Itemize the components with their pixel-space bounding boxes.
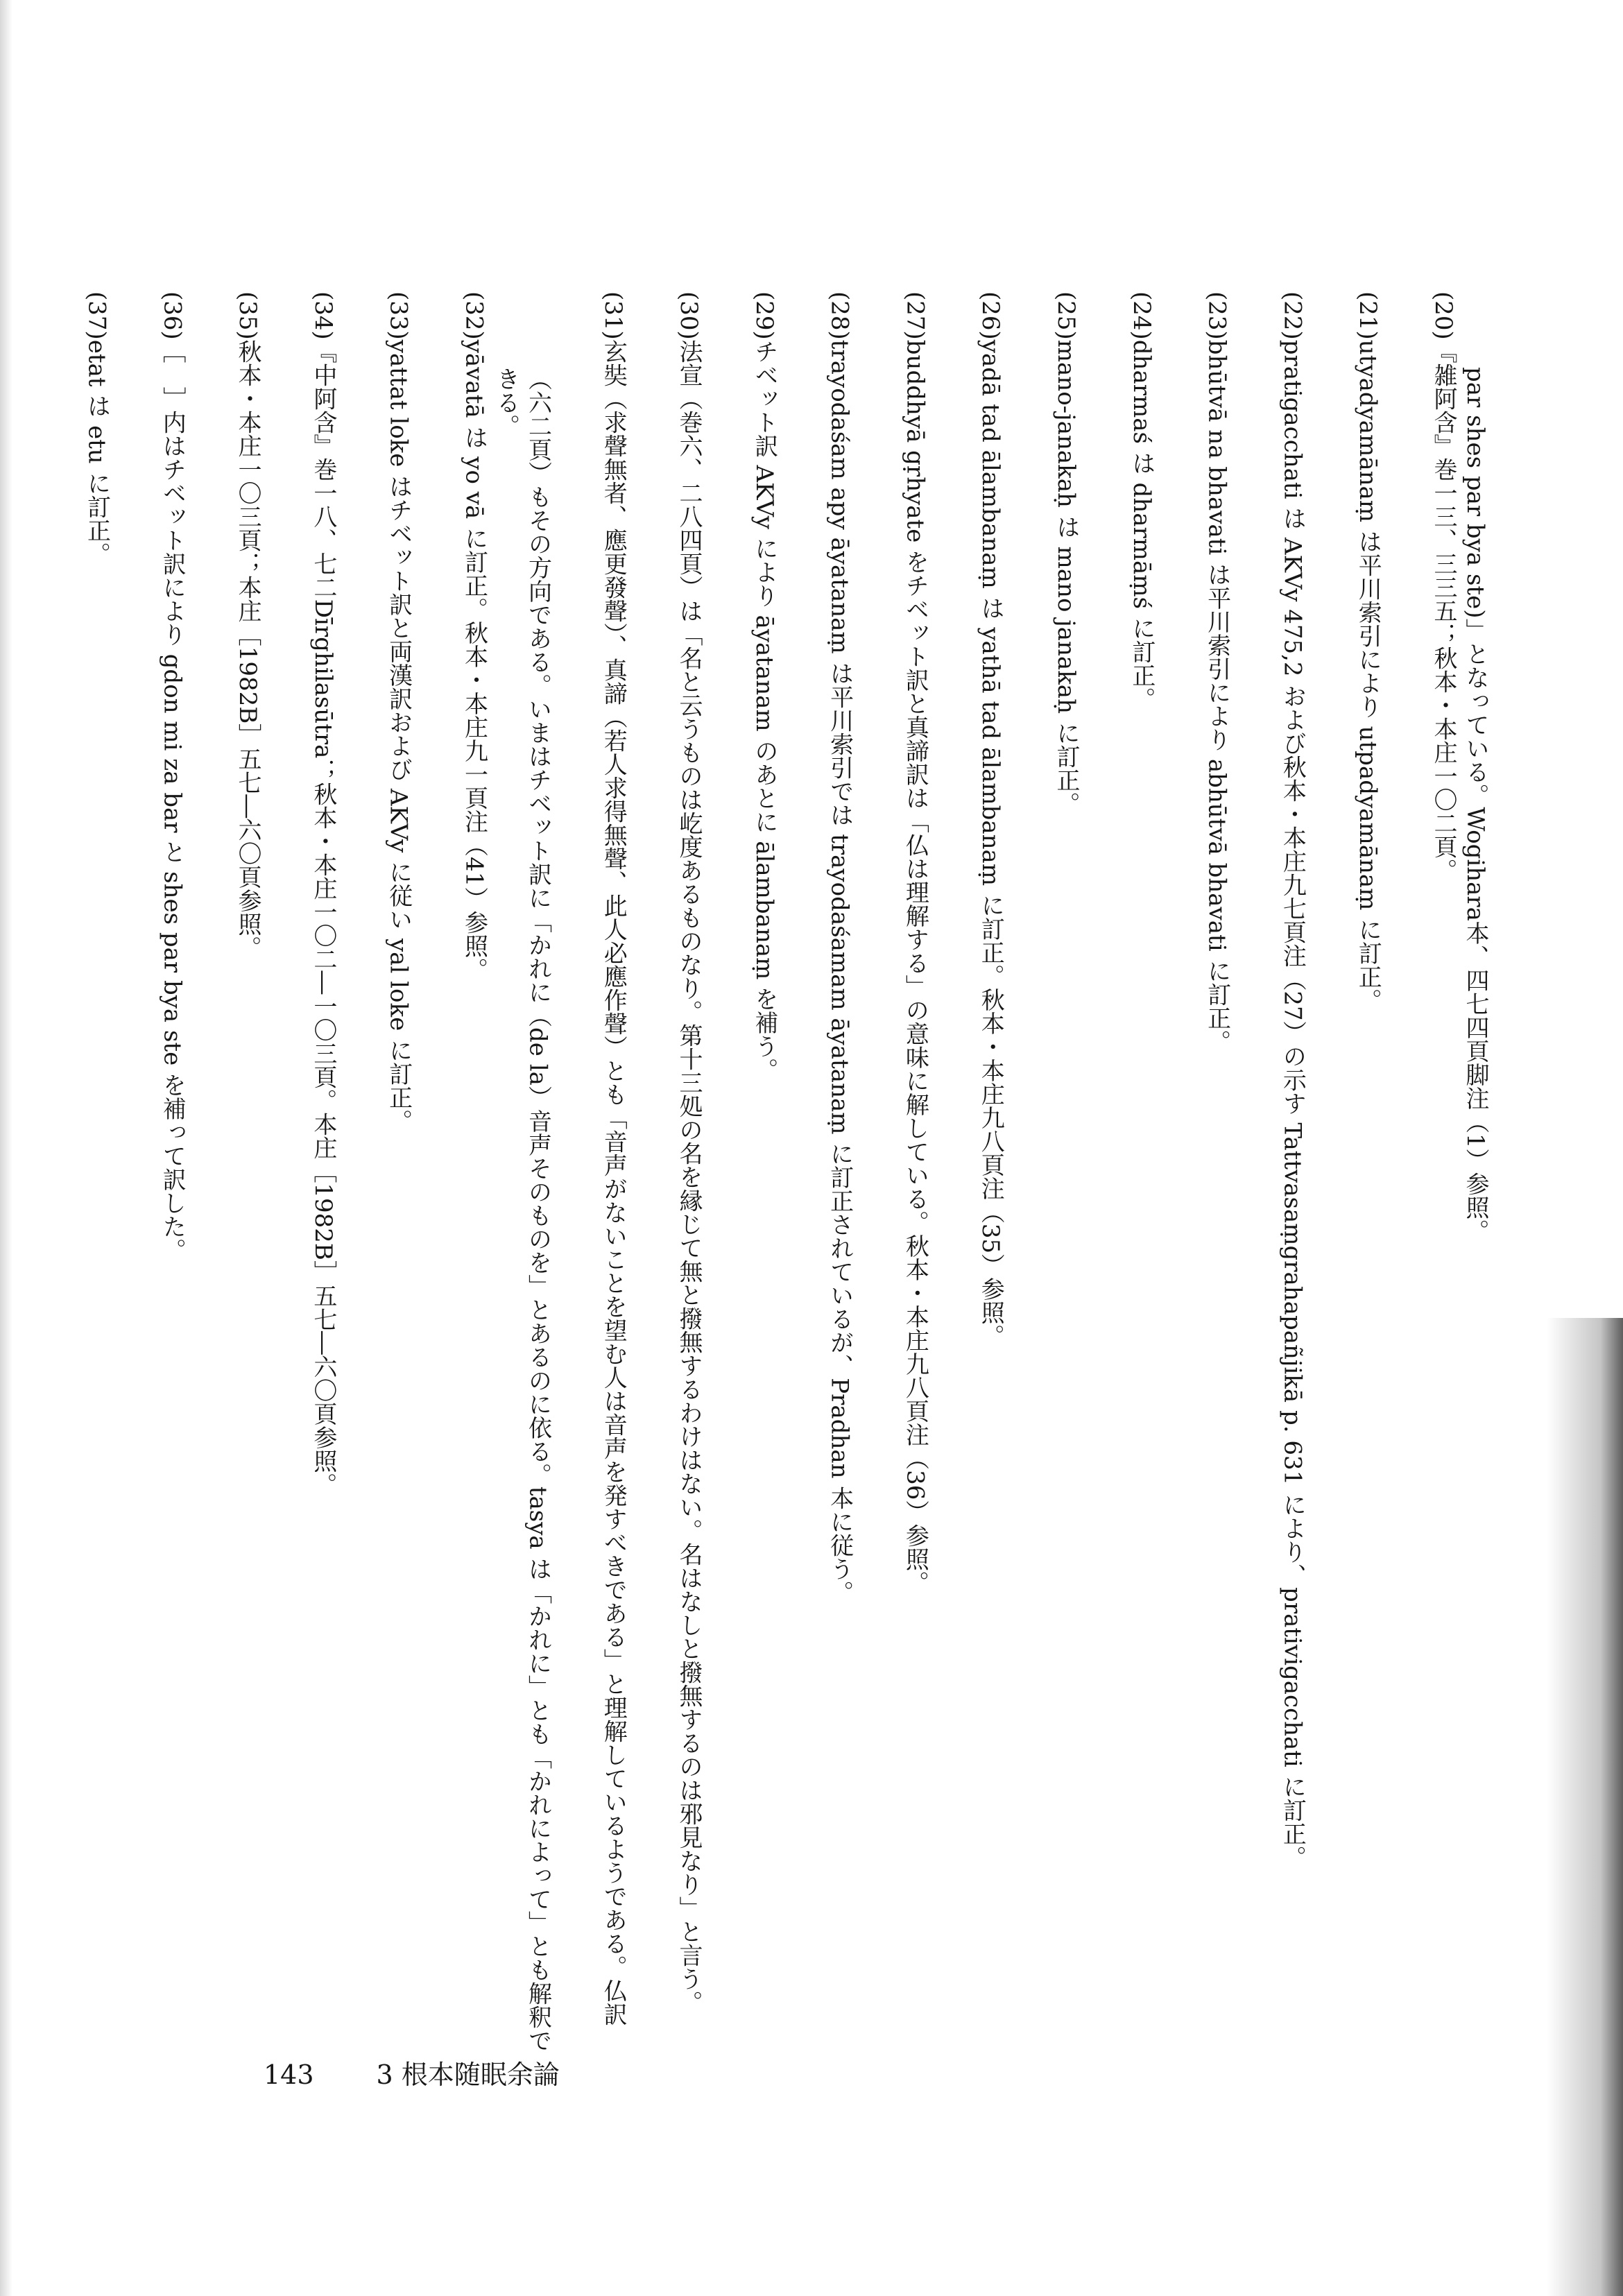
note-number: (31) bbox=[599, 291, 628, 340]
note-21 bbox=[1308, 291, 1384, 2060]
endnotes-column-block bbox=[83, 291, 1491, 2060]
note-number: (33) bbox=[384, 291, 413, 340]
note-35 bbox=[188, 291, 264, 2060]
note-text: mano-janakaḥ は mano janakaḥ に訂正。 bbox=[1052, 339, 1081, 816]
note-22 bbox=[1233, 291, 1309, 2060]
note-34 bbox=[264, 291, 339, 2060]
note-32 bbox=[415, 291, 490, 2060]
note-continuation bbox=[1459, 291, 1491, 2060]
note-text: ［ ］内はチベット訳により gdon mi za bar と shes par bya ste を補って訳した。 bbox=[158, 339, 187, 1262]
note-number: (24) bbox=[1127, 291, 1156, 340]
note-37 bbox=[37, 291, 113, 2060]
note-text: yāvatā は yo vā に訂正。秋本・本庄九一頁注（41）参照。 bbox=[460, 339, 488, 982]
note-number: (26) bbox=[977, 291, 1005, 340]
note-number: (30) bbox=[675, 291, 703, 340]
note-text: bhūtvā na bhavati は平川索引により abhūtvā bhavati に訂正。 bbox=[1203, 339, 1231, 1054]
note-33 bbox=[339, 291, 415, 2060]
note-number: (35) bbox=[234, 291, 262, 340]
note-number: (21) bbox=[1354, 291, 1382, 340]
running-title: 3 根本随眠余論 bbox=[376, 2059, 560, 2090]
note-text: チベット訳 AKVy により āyatanam のあとに ālambanaṃ を補う。 bbox=[750, 339, 778, 1082]
note-25 bbox=[1006, 291, 1082, 2060]
note-29 bbox=[705, 291, 780, 2060]
note-text: par shes par bya ste)」となっている。Wogihara本、四七四頁脚注（1）参照。 bbox=[1461, 366, 1489, 1243]
page-footer bbox=[264, 2053, 560, 2091]
note-number: (37) bbox=[83, 291, 111, 340]
note-number: (25) bbox=[1052, 291, 1081, 340]
scan-edge bbox=[0, 0, 12, 2296]
note-26 bbox=[931, 291, 1006, 2060]
note-number: (34) bbox=[309, 291, 337, 340]
note-text: 玄奘（求聲無者、應更發聲）、真諦（若人求得無聲、此人必應作聲）とも「音声がないことを望む人は音声を発すべきである」と理解しているようである。仏訳（六二頁）もその方向である。いまはチベット訳に「かれに（de la）音声そのものを」とあるのに依る。tasya は「かれに」とも「かれによって」とも解釈できる。 bbox=[492, 339, 628, 2053]
note-number: (36) bbox=[158, 291, 187, 340]
note-27 bbox=[856, 291, 931, 2060]
note-text: dharmaś は dharmāṃś に訂正。 bbox=[1127, 339, 1156, 711]
note-28 bbox=[780, 291, 856, 2060]
note-24 bbox=[1082, 291, 1158, 2060]
note-20 bbox=[1384, 291, 1459, 2060]
note-31 bbox=[490, 291, 629, 2060]
note-number: (22) bbox=[1278, 291, 1307, 340]
note-number: (32) bbox=[460, 291, 488, 340]
note-text: buddhyā gṛhyate をチベット訳と真諦訳は「仏は理解する」の意味に解している。秋本・本庄九八頁注（36）参照。 bbox=[901, 339, 929, 1595]
page-number: 143 bbox=[264, 2059, 314, 2090]
note-text: etat は etu に訂正。 bbox=[83, 339, 111, 566]
note-number: (20) bbox=[1429, 291, 1457, 340]
note-number: (27) bbox=[901, 291, 929, 340]
note-23 bbox=[1158, 291, 1233, 2060]
scan-shadow bbox=[1547, 1318, 1623, 2296]
note-text: 法宣（巻六、二八四頁）は「名と云うものは屹度あるものなり。第十三処の名を縁じて無と撥無するわけはない。名はなしと撥無するのは邪見なり」と言う。 bbox=[675, 339, 703, 2014]
note-text: pratigacchati は AKVy 475,2 および秋本・本庄九七頁注（27）の示す Tattvasaṃgrahapañjikā p. 631 により、prativigacchati に訂正。 bbox=[1278, 339, 1307, 1869]
note-text: yattat loke はチベット訳と両漢訳および AKVy に従い yal loke に訂正。 bbox=[384, 339, 413, 1133]
note-text: utyadyamānaṃ は平川索引により utpadyamānaṃ に訂正。 bbox=[1354, 339, 1382, 1013]
note-36 bbox=[112, 291, 188, 2060]
note-text: 『雑阿含』巻一三、三三五；秋本・本庄一〇二頁。 bbox=[1429, 339, 1457, 882]
note-30 bbox=[629, 291, 705, 2060]
note-number: (28) bbox=[825, 291, 854, 340]
note-text: 『中阿含』巻一八、七二Dīrghilasūtra；秋本・本庄一〇二―一〇三頁。本庄［1982B］五七―六〇頁参照。 bbox=[309, 339, 337, 1496]
note-number: (29) bbox=[750, 291, 778, 340]
note-text: 秋本・本庄一〇三頁；本庄［1982B］五七―六〇頁参照。 bbox=[234, 339, 262, 960]
note-text: yadā tad ālambanaṃ は yathā tad ālambanaṃ に訂正。秋本・本庄九八頁注（35）参照。 bbox=[977, 339, 1005, 1348]
note-number: (23) bbox=[1203, 291, 1231, 340]
note-text: trayodaśam apy āyatanaṃ は平川索引では trayodaśamam āyatanaṃ に訂正されているが、Pradhan 本に従う。 bbox=[825, 339, 854, 1604]
